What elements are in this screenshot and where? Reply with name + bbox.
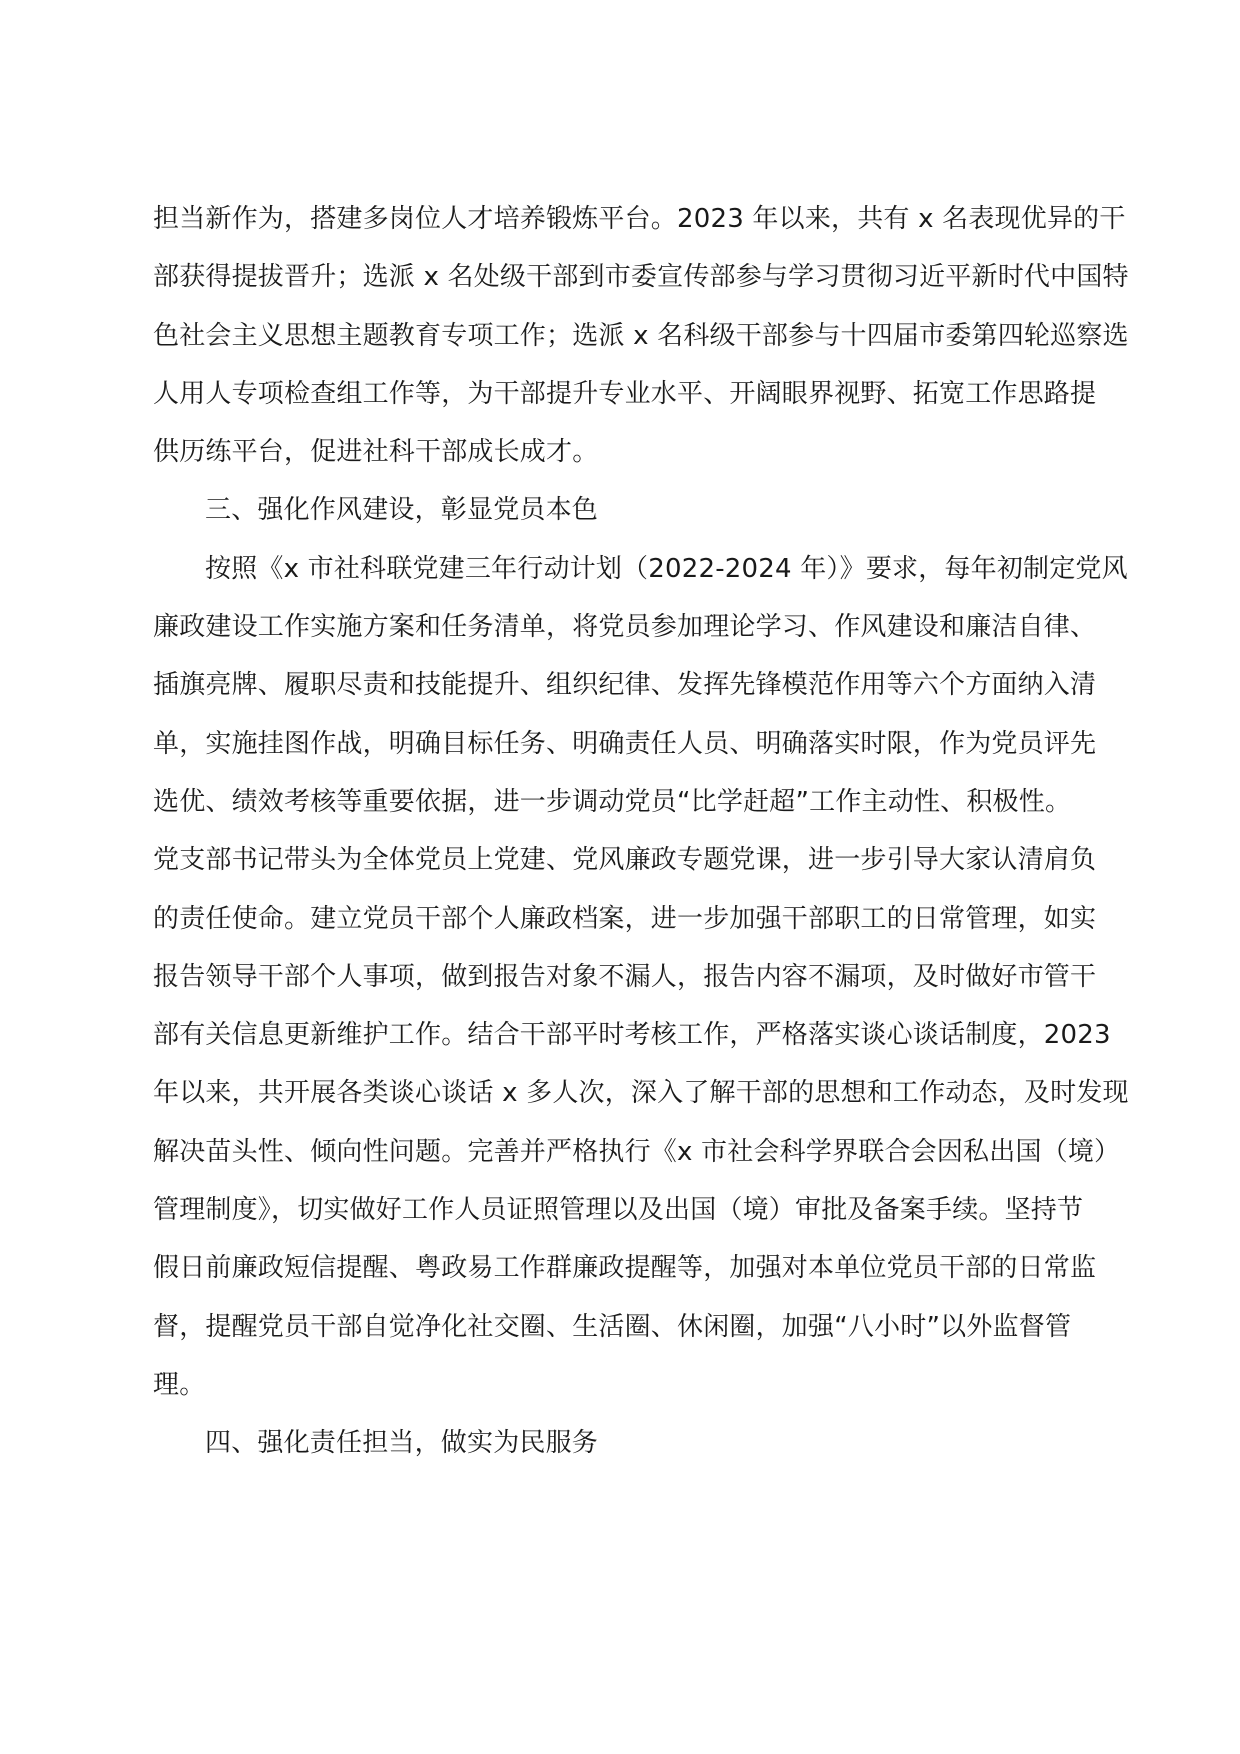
text-line-15: 部有关信息更新维护工作。结合干部平时考核工作，严格落实谈心谈话制度，2023 xyxy=(153,1020,1111,1051)
text-line-17: 解决苗头性、倾向性问题。完善并严格执行《x 市社会科学界联合会因私出国（境） xyxy=(153,1136,1121,1167)
document-page xyxy=(153,190,1129,1473)
text-line-12: 党支部书记带头为全体党员上党建、党风廉政专题党课，进一步引导大家认清肩负 xyxy=(153,845,1097,876)
text-line-16: 年以来，共开展各类谈心谈话 x 多人次，深入了解干部的思想和工作动态，及时发现 xyxy=(153,1078,1129,1109)
text-line-7: 按照《x 市社科联党建三年行动计划（2022-2024 年）》要求，每年初制定党风 xyxy=(205,553,1128,584)
text-line-8: 廉政建设工作实施方案和任务清单，将党员参加理论学习、作风建设和廉洁自律、 xyxy=(153,612,1097,643)
text-line-3: 色社会主义思想主题教育专项工作；选派 x 名科级干部参与十四届市委第四轮巡察选 xyxy=(153,320,1129,351)
text-line-11: 选优、绩效考核等重要依据，进一步调动党员“比学赶超”工作主动性、积极性。 xyxy=(153,786,1072,817)
text-line-9: 插旗亮牌、履职尽责和技能提升、组织纪律、发挥先锋模范作用等六个方面纳入清 xyxy=(153,670,1097,701)
section-heading-4: 四、强化责任担当，做实为民服务 xyxy=(205,1428,599,1459)
text-line-10: 单，实施挂图作战，明确目标任务、明确责任人员、明确落实时限，作为党员评先 xyxy=(153,728,1097,759)
section-heading-3: 三、强化作风建设，彰显党员本色 xyxy=(205,495,599,526)
text-line-14: 报告领导干部个人事项，做到报告对象不漏人，报告内容不漏项，及时做好市管干 xyxy=(153,961,1097,992)
text-line-19: 假日前廉政短信提醒、粤政易工作群廉政提醒等，加强对本单位党员干部的日常监 xyxy=(153,1253,1097,1284)
text-line-20: 督，提醒党员干部自觉净化社交圈、生活圈、休闲圈，加强“八小时”以外监督管 xyxy=(153,1311,1072,1342)
text-line-1: 担当新作为，搭建多岗位人才培养锻炼平台。2023 年以来，共有 x 名表现优异的干 xyxy=(153,204,1126,234)
text-line-18: 管理制度》，切实做好工作人员证照管理以及出国（境）审批及备案手续。坚持节 xyxy=(153,1195,1084,1226)
text-line-21: 理。 xyxy=(153,1369,206,1400)
text-line-2: 部获得提拔晋升；选派 x 名处级干部到市委宣传部参与学习贯彻习近平新时代中国特 xyxy=(153,262,1129,293)
text-line-5: 供历练平台，促进社科干部成长成才。 xyxy=(153,437,599,468)
text-line-4: 人用人专项检查组工作等，为干部提升专业水平、开阔眼界视野、拓宽工作思路提 xyxy=(153,378,1097,409)
text-line-13: 的责任使命。建立党员干部个人廉政档案，进一步加强干部职工的日常管理，如实 xyxy=(153,903,1097,934)
